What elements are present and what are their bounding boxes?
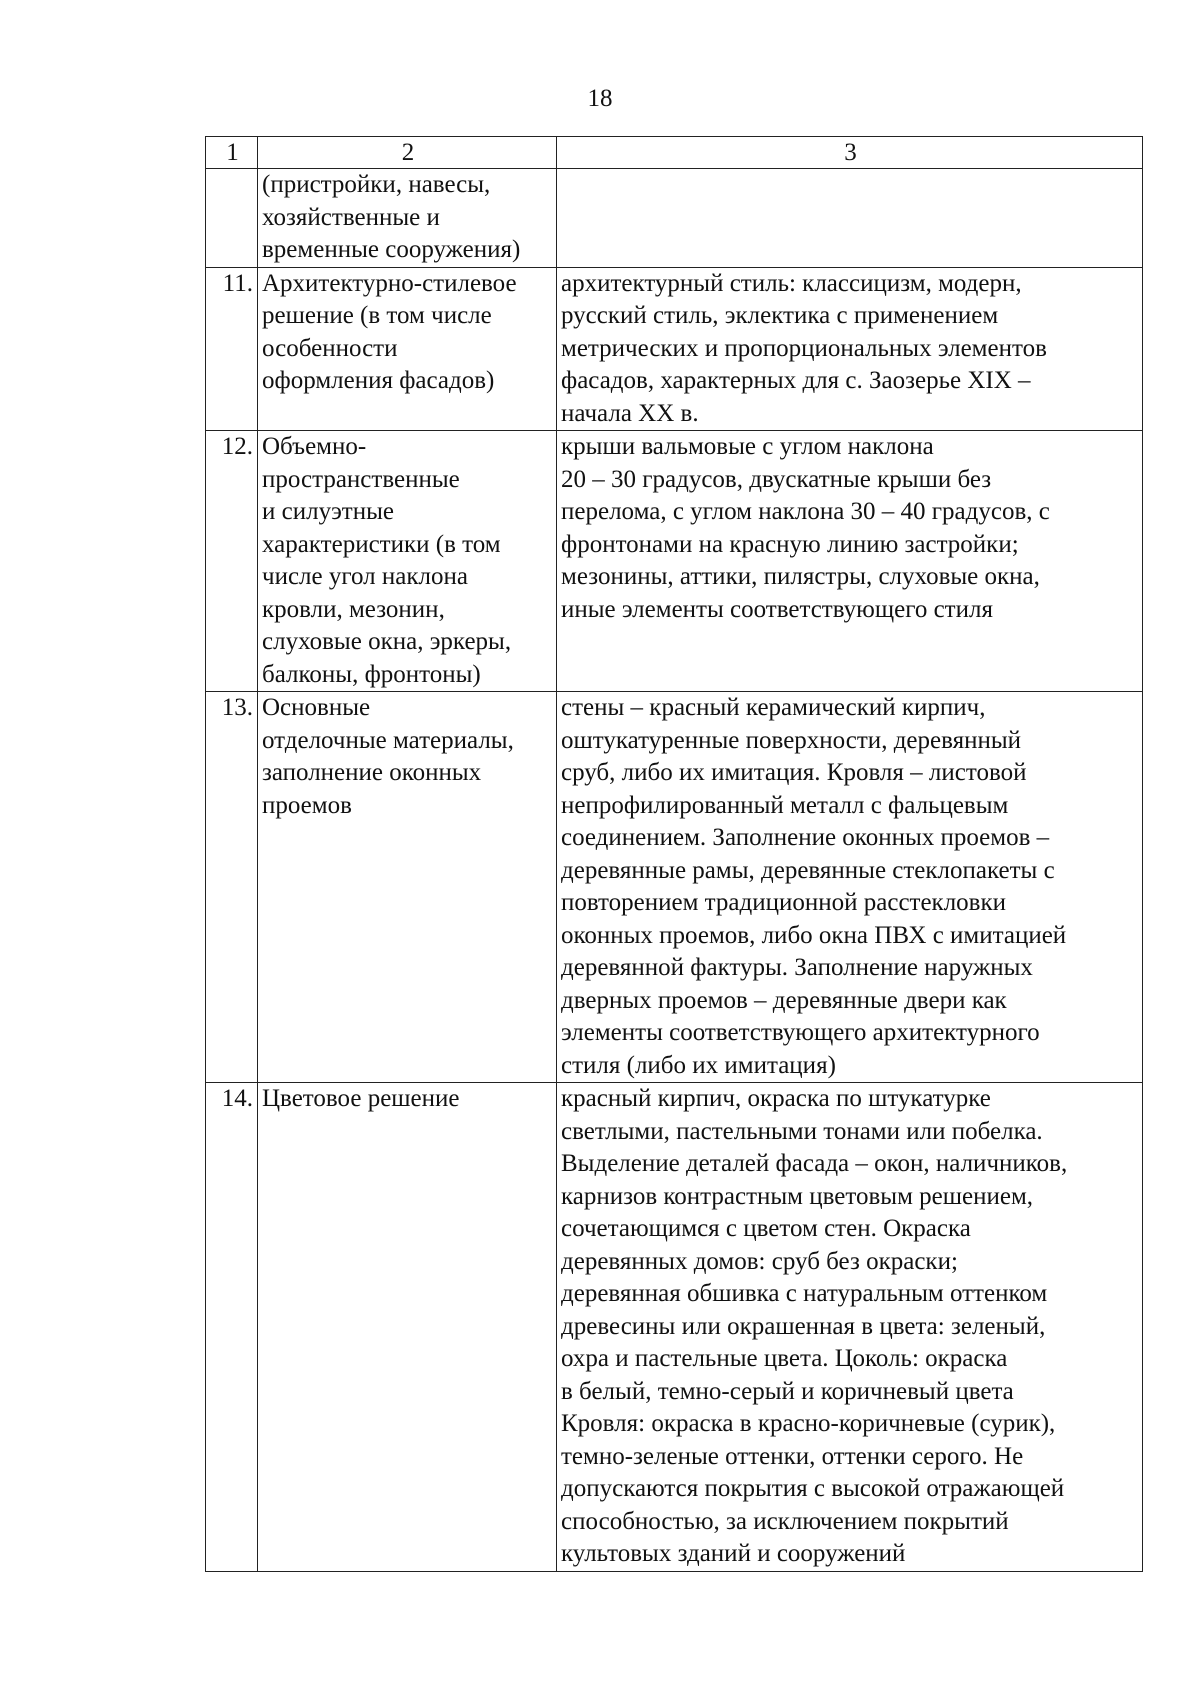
text-line: перелома, с углом наклона 30 – 40 градусов, с	[561, 498, 1050, 525]
text-line: числе угол наклона	[262, 563, 468, 590]
text-line: соединением. Заполнение оконных проемов –	[561, 824, 1050, 851]
text-line: способностью, за исключением покрытий	[561, 1507, 1009, 1535]
text-line: деревянные рамы, деревянные стеклопакеты с	[561, 856, 1055, 884]
text-line: в белый, темно-серый и коричневый цвета	[561, 1377, 1014, 1405]
text-line: оштукатуренные поверхности, деревянный	[561, 726, 1022, 754]
text-line: красный кирпич, окраска по штукатурке	[561, 1085, 991, 1112]
text-line: культовых зданий и сооружений	[561, 1540, 906, 1567]
text-line: темно-зеленые оттенки, оттенки серого. Не	[561, 1442, 1024, 1470]
table-row	[206, 431, 1143, 692]
text-line: мезонины, аттики, пилястры, слуховые окна,	[561, 563, 1040, 590]
text-line: архитектурный стиль: классицизм, модерн,	[561, 269, 1022, 297]
text-line: сруб, либо их имитация. Кровля – листовой	[561, 759, 1027, 786]
header-col-2: 2	[258, 137, 557, 169]
text-line: 20 – 30 градусов, двускатные крыши без	[561, 465, 992, 493]
text-line: Архитектурно-стилевое	[262, 269, 517, 297]
text-line: метрических и пропорциональных элементов	[561, 334, 1047, 362]
text-line: охра и пастельные цвета. Цоколь: окраска	[561, 1345, 1008, 1372]
table-row	[206, 169, 1143, 268]
row-name	[258, 692, 557, 1083]
text-line: древесины или окрашенная в цвета: зеленый,	[561, 1312, 1046, 1340]
row-description	[557, 169, 1143, 268]
text-line: пространственные	[262, 465, 460, 493]
text-line: повторением традиционной расстекловки	[561, 889, 1007, 916]
text-line: отделочные материалы,	[262, 726, 514, 754]
row-description	[557, 267, 1143, 431]
row-description	[557, 692, 1143, 1083]
row-number: 12.	[206, 431, 258, 692]
text-line: заполнение оконных	[262, 759, 482, 786]
table-row	[206, 1083, 1143, 1572]
text-line: Объемно-	[262, 433, 367, 460]
table-row	[206, 267, 1143, 431]
text-line: непрофилированный металл с фальцевым	[561, 791, 1009, 819]
text-line: оформления фасадов)	[262, 367, 495, 394]
text-line: особенности	[262, 334, 398, 362]
text-line: временные сооружения)	[262, 236, 521, 263]
table-body	[206, 137, 1143, 1572]
header-col-3: 3	[557, 137, 1143, 169]
text-line: дверных проемов – деревянные двери как	[561, 986, 1007, 1014]
table-header-row	[206, 137, 1143, 169]
text-line: сочетающимся с цветом стен. Окраска	[561, 1215, 971, 1242]
text-line: Выделение деталей фасада – окон, наличников,	[561, 1150, 1068, 1177]
text-line: деревянной фактуры. Заполнение наружных	[561, 954, 1033, 981]
text-line: начала XX в.	[561, 399, 699, 427]
text-line: балконы, фронтоны)	[262, 660, 481, 688]
text-line: карнизов контрастным цветовым решением,	[561, 1182, 1034, 1210]
row-name	[258, 169, 557, 268]
header-col-1: 1	[206, 137, 258, 169]
text-line: Основные	[262, 694, 371, 721]
row-number: 14.	[206, 1083, 258, 1572]
requirements-table	[205, 136, 1143, 1572]
text-line: оконных проемов, либо окна ПВХ с имитацией	[561, 921, 1067, 949]
text-line: Кровля: окраска в красно-коричневые (сурик),	[561, 1410, 1056, 1437]
row-number: 11.	[206, 267, 258, 431]
text-line: элементы соответствующего архитектурного	[561, 1019, 1040, 1046]
text-line: хозяйственные и	[262, 203, 440, 231]
row-name	[258, 431, 557, 692]
row-name	[258, 1083, 557, 1572]
text-line: деревянных домов: сруб без окраски;	[561, 1247, 958, 1275]
row-number: 13.	[206, 692, 258, 1083]
row-description	[557, 431, 1143, 692]
row-description	[557, 1083, 1143, 1572]
text-line: характеристики (в том	[262, 530, 501, 558]
text-line: стиля (либо их имитация)	[561, 1051, 836, 1079]
text-line: решение (в том числе	[262, 302, 492, 329]
text-line: фасадов, характерных для с. Заозерье XIX –	[561, 367, 1031, 394]
text-line: фронтонами на красную линию застройки;	[561, 530, 1019, 558]
text-line: слуховые окна, эркеры,	[262, 628, 512, 655]
row-number	[206, 169, 258, 268]
text-line: допускаются покрытия с высокой отражающей	[561, 1475, 1065, 1502]
page-number: 18	[587, 85, 613, 112]
table-row	[206, 692, 1143, 1083]
text-line: (пристройки, навесы,	[262, 171, 491, 198]
text-line: деревянная обшивка с натуральным оттенком	[561, 1280, 1048, 1307]
text-line: Цветовое решение	[262, 1085, 460, 1112]
text-line: стены – красный керамический кирпич,	[561, 694, 986, 721]
text-line: крыши вальмовые с углом наклона	[561, 433, 934, 460]
row-name	[258, 267, 557, 431]
text-line: русский стиль, эклектика с применением	[561, 302, 999, 329]
text-line: проемов	[262, 791, 352, 819]
text-line: светлыми, пастельными тонами или побелка.	[561, 1117, 1043, 1145]
text-line: иные элементы соответствующего стиля	[561, 595, 993, 623]
text-line: кровли, мезонин,	[262, 595, 445, 623]
text-line: и силуэтные	[262, 498, 395, 525]
